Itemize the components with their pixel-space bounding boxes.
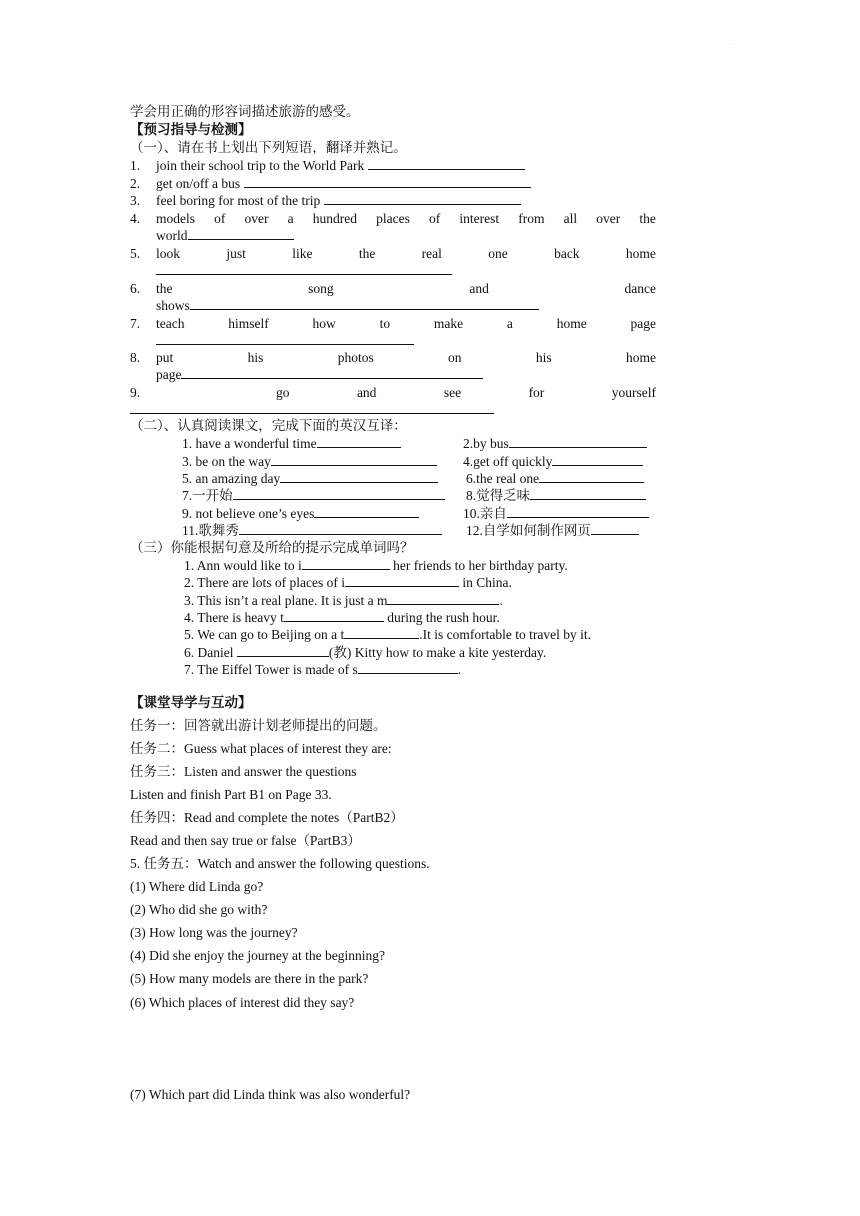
word-blank[interactable] <box>302 557 390 570</box>
translation-item <box>182 522 442 539</box>
phrase-word: photos <box>337 350 374 365</box>
answer-blank[interactable] <box>324 192 521 205</box>
fill-text: 7. The Eiffel Tower is made of s <box>184 662 358 677</box>
part2-instruction: （二）、认真阅读课文，完成下面的英汉互译： <box>130 418 407 433</box>
translation-item <box>463 435 647 452</box>
phrase-word: song <box>308 281 334 296</box>
phrase-word: yourself <box>611 385 656 400</box>
fill-sentence <box>184 557 568 574</box>
question-line: (7) Which part did Linda think was also wonderful? <box>130 1087 411 1102</box>
fill-sentence <box>184 609 500 626</box>
phrase-word: models <box>156 211 195 226</box>
phrase-number: 2. <box>130 176 141 191</box>
phrase-word: see <box>443 385 462 400</box>
task-line: 任务一：回答就出游计划老师提出的问题。 <box>130 718 387 733</box>
phrase-justified <box>156 315 656 332</box>
fill-text: . <box>457 662 462 677</box>
translation-prompt: 10.亲自 <box>463 506 507 521</box>
question-line: (1) Where did Linda go? <box>130 879 264 894</box>
phrase-word: himself <box>228 316 269 331</box>
word-blank[interactable] <box>387 592 499 605</box>
phrase-word: of <box>428 211 441 226</box>
answer-blank[interactable] <box>509 435 647 448</box>
answer-blank[interactable] <box>181 366 483 379</box>
phrase-word: for <box>528 385 545 400</box>
fill-text: 6. Daniel <box>184 645 237 660</box>
phrase-continuation <box>156 227 294 244</box>
phrase-number: 5. <box>130 246 141 261</box>
translation-item <box>466 522 639 539</box>
translation-item <box>182 505 419 522</box>
answer-blank[interactable] <box>539 470 644 483</box>
phrase-word: home <box>625 350 656 365</box>
task-line: Read and then say true or false（PartB3） <box>130 833 361 848</box>
phrase-word: of <box>214 211 226 226</box>
phrase-word: and <box>356 385 377 400</box>
phrase-continuation <box>156 262 452 279</box>
fill-text: 2. There are lots of places of i <box>184 575 345 590</box>
phrase-continuation <box>156 332 414 349</box>
phrase-word: world <box>156 228 188 243</box>
fill-text: during the rush hour. <box>383 610 500 625</box>
translation-item <box>463 453 643 470</box>
phrase-text: feel boring for most of the trip <box>156 193 321 208</box>
phrase-word: all <box>563 211 578 226</box>
phrase-item <box>156 192 521 209</box>
fill-sentence <box>184 592 503 609</box>
intro-line: 学会用正确的形容词描述旅游的感受。 <box>130 104 360 119</box>
translation-prompt: 1. have a wonderful time <box>182 436 317 451</box>
phrase-word: shows <box>156 298 190 313</box>
fill-text: 5. We can go to Beijing on a t <box>184 627 345 642</box>
phrase-number: 1. <box>130 158 141 173</box>
answer-blank[interactable] <box>591 522 639 535</box>
translation-item <box>182 487 445 504</box>
question-line: (6) Which places of interest did they say? <box>130 995 355 1010</box>
phrase-word: and <box>469 281 489 296</box>
preview-heading: 【预习指导与检测】 <box>130 122 252 137</box>
phrase-word: the <box>358 246 376 261</box>
phrase-text: get on/off a bus <box>156 176 241 191</box>
fill-sentence <box>184 644 546 661</box>
phrase-word: real <box>421 246 442 261</box>
phrase-word: page <box>630 316 656 331</box>
phrase-item <box>156 157 525 174</box>
word-blank[interactable] <box>358 661 458 674</box>
phrase-word: a <box>287 211 294 226</box>
word-blank[interactable] <box>345 574 459 587</box>
translation-item <box>182 435 401 452</box>
task-line: Listen and finish Part B1 on Page 33. <box>130 787 332 802</box>
answer-blank[interactable] <box>552 453 643 466</box>
fill-text: 1. Ann would like to i <box>184 558 302 573</box>
phrase-word: dance <box>624 281 656 296</box>
phrase-word: go <box>276 385 290 400</box>
phrase-word: look <box>156 246 181 261</box>
phrase-word: how <box>312 316 336 331</box>
part3-instruction: （三）你能根据句意及所给的提示完成单词吗？ <box>130 540 414 555</box>
answer-blank[interactable] <box>239 522 442 535</box>
question-line: (2) Who did she go with? <box>130 902 268 917</box>
phrase-justified <box>156 245 656 262</box>
phrase-word: teach <box>156 316 185 331</box>
phrase-word: interest <box>459 211 500 226</box>
phrase-justified <box>276 384 656 401</box>
fill-text: .It is comfortable to travel by it. <box>419 627 591 642</box>
classroom-heading: 【课堂导学与互动】 <box>130 695 252 710</box>
answer-blank[interactable] <box>314 505 419 518</box>
translation-item <box>466 487 646 504</box>
page-corner-mark: · · <box>728 42 734 48</box>
translation-prompt: 2.by bus <box>463 436 509 451</box>
phrase-number: 8. <box>130 350 141 365</box>
answer-blank[interactable] <box>530 487 646 500</box>
phrase-word: his <box>247 350 264 365</box>
phrase-text: join their school trip to the World Park <box>156 158 365 173</box>
question-line: (3) How long was the journey? <box>130 925 298 940</box>
translation-prompt: 11.歌舞秀 <box>182 523 239 538</box>
answer-blank[interactable] <box>271 453 437 466</box>
fill-text: Kitty how to make a kite yesterday. <box>351 645 547 660</box>
question-line: (5) How many models are there in the park? <box>130 971 369 986</box>
phrase-word: the <box>156 281 173 296</box>
phrase-justified <box>156 349 656 366</box>
phrase-word: on <box>448 350 462 365</box>
phrase-continuation <box>156 366 483 383</box>
task-line: 5. 任务五：Watch and answer the following questions. <box>130 856 430 871</box>
phrase-word: to <box>379 316 391 331</box>
word-blank[interactable] <box>237 644 329 657</box>
translation-prompt: 5. an amazing day <box>182 471 281 486</box>
translation-prompt: 9. not believe one’s eyes <box>182 506 315 521</box>
translation-item <box>182 453 437 470</box>
translation-prompt: 7.一开始 <box>182 488 233 503</box>
fill-hint: (教) <box>328 645 352 660</box>
answer-blank[interactable] <box>244 175 531 188</box>
translation-prompt: 3. be on the way <box>182 454 271 469</box>
fill-text: in China. <box>458 575 512 590</box>
phrase-number: 4. <box>130 211 141 226</box>
answer-blank[interactable] <box>156 262 452 275</box>
answer-blank[interactable] <box>507 505 649 518</box>
translation-prompt: 8.觉得乏味 <box>466 488 531 503</box>
phrase-word: just <box>226 246 246 261</box>
phrase-number: 3. <box>130 193 141 208</box>
translation-prompt: 4.get off quickly <box>463 454 553 469</box>
phrase-continuation <box>130 401 494 418</box>
phrase-item <box>156 175 531 192</box>
fill-sentence <box>184 626 591 643</box>
phrase-word: over <box>244 211 269 226</box>
task-line: 任务二：Guess what places of interest they are: <box>130 741 392 756</box>
answer-blank[interactable] <box>280 470 438 483</box>
phrase-justified <box>156 280 656 297</box>
phrase-word: a <box>506 316 513 331</box>
phrase-continuation <box>156 297 539 314</box>
phrase-word: make <box>433 316 464 331</box>
answer-blank[interactable] <box>233 487 445 500</box>
fill-text: 3. This isn’t a real plane. It is just a m <box>184 593 388 608</box>
translation-item <box>466 470 644 487</box>
answer-blank[interactable] <box>368 157 525 170</box>
question-line: (4) Did she enjoy the journey at the beginning? <box>130 948 385 963</box>
fill-text: . <box>499 593 503 608</box>
task-line: 任务四：Read and complete the notes（PartB2） <box>130 810 404 825</box>
phrase-word: the <box>639 211 656 226</box>
phrase-word: back <box>554 246 580 261</box>
phrase-word: like <box>292 246 313 261</box>
phrase-word: page <box>156 367 182 382</box>
answer-blank[interactable] <box>130 401 494 414</box>
fill-sentence <box>184 574 512 591</box>
translation-item <box>463 505 649 522</box>
phrase-word: places <box>376 211 410 226</box>
phrase-number: 7. <box>130 316 141 331</box>
phrase-word: his <box>535 350 552 365</box>
fill-sentence <box>184 661 461 678</box>
phrase-number: 6. <box>130 281 141 296</box>
fill-text: 4. There is heavy t <box>184 610 284 625</box>
word-blank[interactable] <box>284 609 384 622</box>
phrase-word: over <box>596 211 621 226</box>
translation-item <box>182 470 438 487</box>
phrase-word: home <box>625 246 656 261</box>
answer-blank[interactable] <box>156 332 414 345</box>
answer-blank[interactable] <box>317 435 401 448</box>
phrase-word: home <box>556 316 587 331</box>
phrase-word: from <box>518 211 545 226</box>
phrase-word: put <box>156 350 174 365</box>
part1-instruction: （一）、请在书上划出下列短语，翻译并熟记。 <box>130 140 407 155</box>
answer-blank[interactable] <box>190 297 539 310</box>
phrase-justified <box>156 210 656 227</box>
phrase-number: 9. <box>130 385 141 400</box>
translation-prompt: 12.自学如何制作网页 <box>466 523 591 538</box>
phrase-word: hundred <box>312 211 357 226</box>
task-line: 任务三：Listen and answer the questions <box>130 764 357 779</box>
phrase-word: one <box>488 246 508 261</box>
word-blank[interactable] <box>344 626 419 639</box>
fill-text: her friends to her birthday party. <box>389 558 568 573</box>
translation-prompt: 6.the real one <box>466 471 540 486</box>
answer-blank[interactable] <box>188 227 294 240</box>
